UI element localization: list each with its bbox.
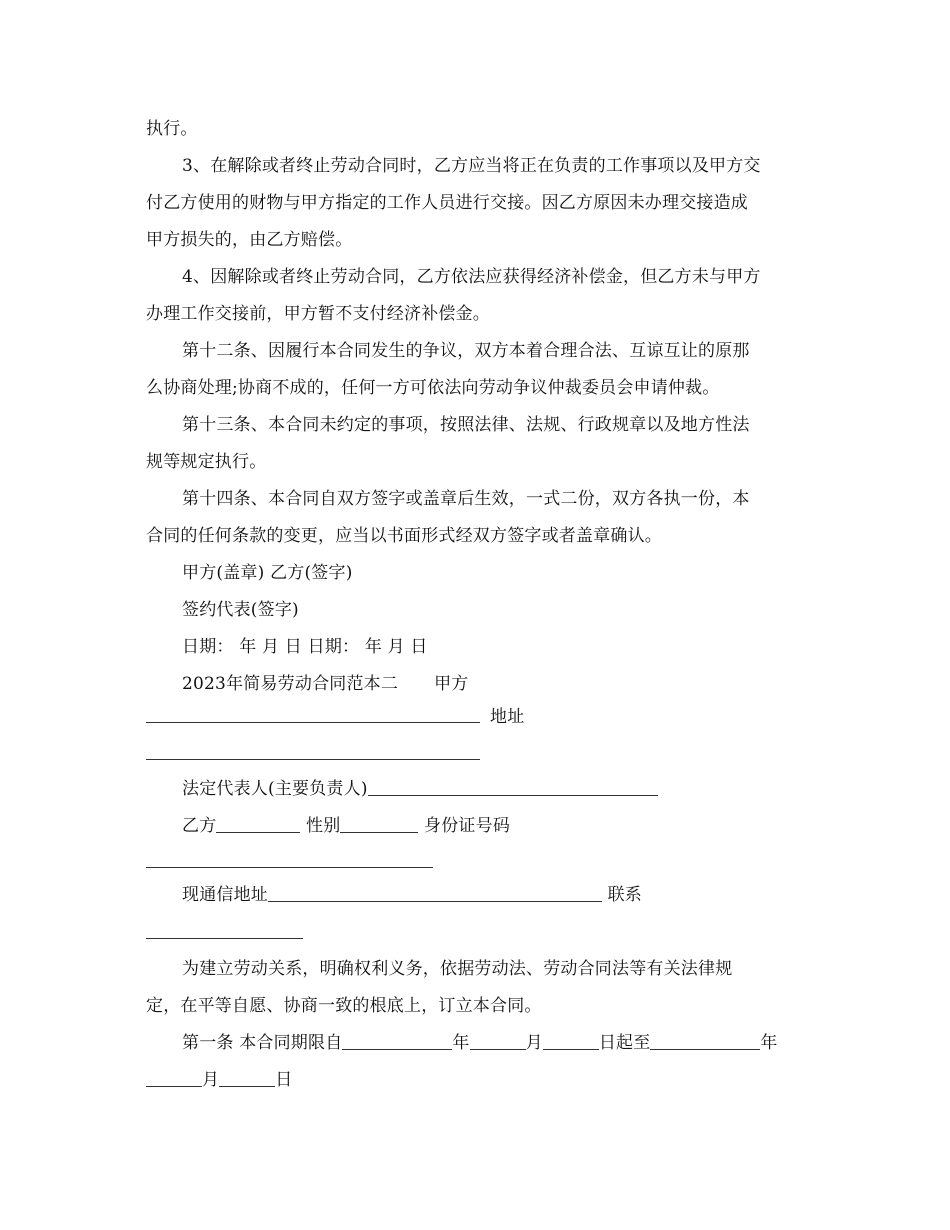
text-line: 办理工作交接前，甲方暂不支付经济补偿金。 [146, 304, 490, 324]
article-1-end-line [146, 1069, 292, 1091]
article-1-line [182, 1032, 778, 1054]
signature-parties-line: 甲方(盖章) 乙方(签字) [182, 563, 353, 583]
start-year-blank [342, 1033, 452, 1050]
start-month-blank [470, 1033, 526, 1050]
current-address-label: 现通信地址 [182, 885, 268, 905]
contact-blank [146, 938, 303, 939]
legal-representative-blank [368, 779, 658, 796]
article-1-label: 第一条 本合同期限自 [182, 1033, 343, 1053]
text-line: 执行。 [146, 119, 198, 139]
id-number-label: 身份证号码 [424, 816, 511, 836]
legal-representative-line [182, 778, 658, 800]
current-address-blank [268, 885, 602, 902]
article-13-line: 第十三条、本合同未约定的事项，按照法律、法规、行政规章以及地方性法 [182, 415, 750, 435]
preamble-line: 为建立劳动关系，明确权利义务，依据劳动法、劳动合同法等有关法律规 [182, 959, 733, 979]
representative-line: 签约代表(签字) [182, 600, 299, 620]
contact-label: 联系 [607, 885, 643, 905]
current-address-line [182, 884, 642, 906]
legal-representative-label: 法定代表人(主要负责人) [182, 779, 368, 799]
day-label: 日 [275, 1070, 293, 1090]
end-month-blank [146, 1070, 202, 1087]
text-line: 3、在解除或者终止劳动合同时，乙方应当将正在负责的工作事项以及甲方交 [182, 156, 761, 176]
address-label: 地址 [490, 707, 525, 727]
article-14-line: 第十四条、本合同自双方签字或盖章后生效，一式二份，双方各执一份，本 [182, 489, 750, 509]
text-line: 甲方损失的，由乙方赔偿。 [146, 230, 353, 250]
date-line: 日期： 年 月 日 日期： 年 月 日 [182, 637, 428, 657]
party-b-label: 乙方 [182, 816, 217, 836]
contract-title: 2023年简易劳动合同范本二 [182, 674, 399, 694]
until-label: 日起至 [598, 1033, 651, 1053]
article-12-line: 第十二条、因履行本合同发生的争议，双方本着合理合法、互谅互让的原那 [182, 341, 750, 361]
gender-blank [340, 816, 418, 833]
text-line: 规等规定执行。 [146, 452, 267, 472]
text-line: 合同的任何条款的变更，应当以书面形式经双方签字或者盖章确认。 [146, 526, 662, 546]
year-label: 年 [452, 1033, 470, 1053]
party-a-label: 甲方 [434, 674, 469, 694]
start-day-blank [543, 1033, 599, 1050]
end-day-blank [219, 1070, 275, 1087]
party-b-blank [216, 816, 300, 833]
address-blank [146, 759, 480, 760]
gender-label: 性别 [306, 816, 341, 836]
id-number-blank [146, 867, 433, 868]
month-label: 月 [525, 1033, 543, 1053]
party-a-name-blank [146, 722, 480, 723]
text-line: 定，在平等自愿、协商一致的根底上，订立本合同。 [146, 996, 542, 1016]
text-line: 付乙方使用的财物与甲方指定的工作人员进行交接。因乙方原因未办理交接造成 [146, 193, 748, 213]
year-label: 年 [760, 1033, 778, 1053]
month-label: 月 [202, 1070, 220, 1090]
end-year-blank [650, 1033, 760, 1050]
contract-title-line [182, 673, 468, 695]
party-b-line [182, 815, 510, 837]
text-line: 4、因解除或者终止劳动合同，乙方依法应获得经济补偿金，但乙方未与甲方 [182, 267, 761, 287]
text-line: 么协商处理;协商不成的，任何一方可依法向劳动争议仲裁委员会申请仲裁。 [146, 378, 720, 398]
